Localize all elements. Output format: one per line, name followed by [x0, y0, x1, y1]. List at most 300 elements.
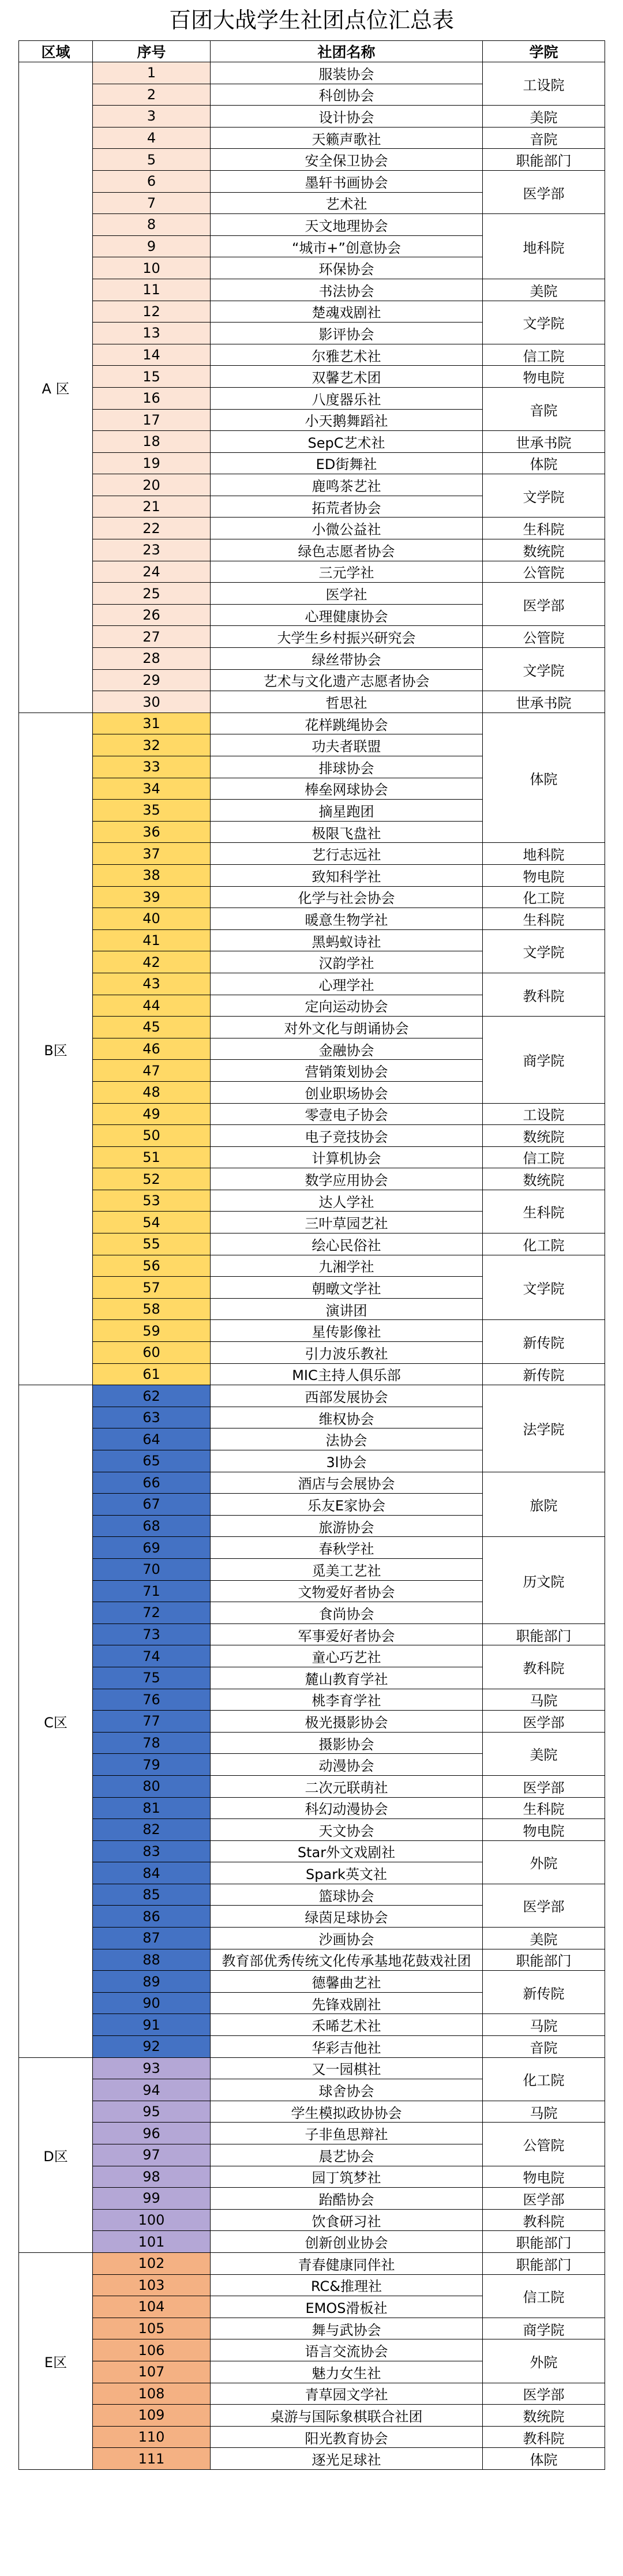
table-row	[19, 1775, 605, 1797]
club-name-cell: 棒垒网球协会	[211, 778, 483, 800]
number-cell: 51	[93, 1146, 211, 1168]
club-name-cell: 球舍协会	[211, 2079, 483, 2101]
club-name-cell: 军事爱好者协会	[211, 1623, 483, 1645]
table-row	[19, 691, 605, 713]
table-row	[19, 843, 605, 865]
number-cell: 31	[93, 713, 211, 734]
number-cell: 80	[93, 1775, 211, 1797]
club-name-cell: 化学与社会协会	[211, 886, 483, 908]
number-cell: 10	[93, 257, 211, 279]
number-cell: 20	[93, 474, 211, 496]
club-name-cell: 科创协会	[211, 84, 483, 106]
table-row	[19, 149, 605, 171]
club-name-cell: 西部发展协会	[211, 1385, 483, 1407]
number-cell: 28	[93, 648, 211, 670]
number-cell: 72	[93, 1602, 211, 1624]
number-cell: 34	[93, 778, 211, 800]
club-name-cell: 童心巧艺社	[211, 1645, 483, 1667]
number-cell: 83	[93, 1840, 211, 1862]
table-row	[19, 214, 605, 236]
table-row	[19, 2036, 605, 2058]
club-name-cell: 楚魂戏剧社	[211, 301, 483, 323]
college-cell: 工设院	[483, 1103, 605, 1125]
table-row	[19, 2318, 605, 2339]
table-row	[19, 2426, 605, 2448]
club-name-cell: 心理学社	[211, 973, 483, 995]
number-cell: 86	[93, 1906, 211, 1928]
club-name-cell: 子非鱼思辩社	[211, 2123, 483, 2144]
number-cell: 88	[93, 1949, 211, 1971]
club-name-cell: 沙画协会	[211, 1928, 483, 1949]
club-name-cell: 酒店与会展协会	[211, 1472, 483, 1494]
club-name-cell: 又一园棋社	[211, 2057, 483, 2079]
number-cell: 57	[93, 1277, 211, 1299]
college-cell: 体院	[483, 452, 605, 474]
number-cell: 58	[93, 1298, 211, 1320]
number-cell: 99	[93, 2188, 211, 2210]
club-name-cell: 暖意生物学社	[211, 908, 483, 930]
college-cell: 化工院	[483, 1233, 605, 1255]
number-cell: 45	[93, 1017, 211, 1038]
table-row	[19, 626, 605, 648]
number-cell: 101	[93, 2231, 211, 2253]
number-cell: 62	[93, 1385, 211, 1407]
club-name-cell: 旅游协会	[211, 1515, 483, 1537]
table-row	[19, 973, 605, 995]
number-cell: 39	[93, 886, 211, 908]
club-name-cell: 青草园文学社	[211, 2383, 483, 2405]
number-cell: 96	[93, 2123, 211, 2144]
table-row	[19, 1840, 605, 1862]
club-name-cell: 教育部优秀传统文化传承基地花鼓戏社团	[211, 1949, 483, 1971]
club-name-cell: 魅力女生社	[211, 2361, 483, 2383]
club-name-cell: 朝暾文学社	[211, 1277, 483, 1299]
college-cell: 文学院	[483, 1255, 605, 1320]
number-cell: 37	[93, 843, 211, 865]
college-cell: 法学院	[483, 1385, 605, 1472]
college-cell: 外院	[483, 2339, 605, 2383]
number-cell: 82	[93, 1819, 211, 1841]
club-name-cell: 逐光足球社	[211, 2448, 483, 2470]
header-row	[19, 41, 605, 62]
table-row	[19, 431, 605, 453]
college-cell: 信工院	[483, 1146, 605, 1168]
number-cell: 32	[93, 734, 211, 756]
number-cell: 76	[93, 1689, 211, 1711]
club-name-cell: 演讲团	[211, 1298, 483, 1320]
club-name-cell: 达人学社	[211, 1190, 483, 1212]
club-name-cell: 金融协会	[211, 1038, 483, 1060]
college-cell: 历文院	[483, 1537, 605, 1623]
table-header	[19, 41, 605, 62]
table-row	[19, 2274, 605, 2296]
college-cell: 音院	[483, 127, 605, 149]
college-cell: 职能部门	[483, 1623, 605, 1645]
college-cell: 教科院	[483, 2209, 605, 2231]
club-name-cell: “城市+”创意协会	[211, 235, 483, 257]
club-name-cell: 园丁筑梦社	[211, 2166, 483, 2188]
college-cell: 公管院	[483, 561, 605, 583]
college-cell: 职能部门	[483, 149, 605, 171]
number-cell: 2	[93, 84, 211, 106]
number-cell: 89	[93, 1971, 211, 1993]
club-name-cell: 动漫协会	[211, 1754, 483, 1776]
number-cell: 8	[93, 214, 211, 236]
college-cell: 职能部门	[483, 2231, 605, 2253]
table-row	[19, 929, 605, 951]
college-cell: 公管院	[483, 2123, 605, 2166]
number-cell: 63	[93, 1407, 211, 1428]
table-row	[19, 2252, 605, 2274]
number-cell: 93	[93, 2057, 211, 2079]
club-name-cell: 晨艺协会	[211, 2144, 483, 2166]
college-cell: 教科院	[483, 1645, 605, 1689]
college-cell: 公管院	[483, 626, 605, 648]
table-row	[19, 518, 605, 539]
club-name-cell: 引力波乐教社	[211, 1342, 483, 1364]
header-number: 序号	[93, 41, 211, 62]
number-cell: 16	[93, 387, 211, 409]
club-name-cell: 篮球协会	[211, 1884, 483, 1906]
number-cell: 87	[93, 1928, 211, 1949]
table-row	[19, 1255, 605, 1277]
number-cell: 111	[93, 2448, 211, 2470]
number-cell: 104	[93, 2296, 211, 2318]
club-name-cell: 绿茵足球协会	[211, 1906, 483, 1928]
table-row	[19, 539, 605, 561]
header-club-name: 社团名称	[211, 41, 483, 62]
club-name-cell: 三叶草园艺社	[211, 1212, 483, 1233]
college-cell: 生科院	[483, 1797, 605, 1819]
club-name-cell: 极光摄影协会	[211, 1711, 483, 1733]
club-name-cell: 书法协会	[211, 279, 483, 301]
table-row	[19, 2101, 605, 2123]
number-cell: 66	[93, 1472, 211, 1494]
table-row	[19, 648, 605, 670]
college-cell: 物电院	[483, 864, 605, 886]
college-cell: 地科院	[483, 214, 605, 279]
table-row	[19, 2166, 605, 2188]
club-name-cell: 九湘学社	[211, 1255, 483, 1277]
number-cell: 40	[93, 908, 211, 930]
college-cell: 职能部门	[483, 2252, 605, 2274]
number-cell: 94	[93, 2079, 211, 2101]
college-cell: 数统院	[483, 539, 605, 561]
club-name-cell: 营销策划协会	[211, 1060, 483, 1082]
college-cell: 医学部	[483, 583, 605, 626]
table-row	[19, 2339, 605, 2361]
college-cell: 医学部	[483, 1711, 605, 1733]
club-name-cell: 极限飞盘社	[211, 821, 483, 843]
college-cell: 数统院	[483, 1125, 605, 1147]
number-cell: 56	[93, 1255, 211, 1277]
number-cell: 1	[93, 62, 211, 84]
number-cell: 26	[93, 604, 211, 626]
table-row	[19, 2209, 605, 2231]
number-cell: 103	[93, 2274, 211, 2296]
table-row	[19, 1928, 605, 1949]
college-cell: 体院	[483, 2448, 605, 2470]
club-name-cell: 摘星跑团	[211, 800, 483, 822]
college-cell: 工设院	[483, 62, 605, 106]
number-cell: 110	[93, 2426, 211, 2448]
table-row	[19, 1320, 605, 1342]
college-cell: 化工院	[483, 886, 605, 908]
college-cell: 美院	[483, 1732, 605, 1775]
club-name-cell: 墨轩书画协会	[211, 170, 483, 192]
number-cell: 53	[93, 1190, 211, 1212]
club-name-cell: 安全保卫协会	[211, 149, 483, 171]
college-cell: 生科院	[483, 1190, 605, 1233]
college-cell: 马院	[483, 2101, 605, 2123]
table-row	[19, 2057, 605, 2079]
club-name-cell: 天文地理协会	[211, 214, 483, 236]
table-row	[19, 1537, 605, 1559]
club-name-cell: 学生模拟政协协会	[211, 2101, 483, 2123]
number-cell: 95	[93, 2101, 211, 2123]
table-row	[19, 1103, 605, 1125]
number-cell: 69	[93, 1537, 211, 1559]
club-name-cell: 八度器乐社	[211, 387, 483, 409]
college-cell: 马院	[483, 1689, 605, 1711]
club-name-cell: 计算机协会	[211, 1146, 483, 1168]
table-row	[19, 1732, 605, 1754]
table-row	[19, 452, 605, 474]
number-cell: 43	[93, 973, 211, 995]
table-row	[19, 713, 605, 734]
college-cell: 物电院	[483, 366, 605, 388]
club-name-cell: 创业职场协会	[211, 1081, 483, 1103]
table-row	[19, 908, 605, 930]
club-name-cell: 创新创业协会	[211, 2231, 483, 2253]
number-cell: 75	[93, 1667, 211, 1689]
number-cell: 36	[93, 821, 211, 843]
area-cell: B区	[19, 713, 93, 1385]
number-cell: 70	[93, 1558, 211, 1580]
table-row	[19, 886, 605, 908]
number-cell: 11	[93, 279, 211, 301]
club-name-cell: 排球协会	[211, 756, 483, 778]
club-name-cell: 定向运动协会	[211, 995, 483, 1017]
college-cell: 地科院	[483, 843, 605, 865]
table-row	[19, 2231, 605, 2253]
number-cell: 48	[93, 1081, 211, 1103]
table-row	[19, 301, 605, 323]
table-row	[19, 1819, 605, 1841]
club-name-cell: 星传影像社	[211, 1320, 483, 1342]
college-cell: 商学院	[483, 2318, 605, 2339]
college-cell: 职能部门	[483, 1949, 605, 1971]
table-row	[19, 2123, 605, 2144]
college-cell: 文学院	[483, 648, 605, 691]
number-cell: 25	[93, 583, 211, 605]
number-cell: 54	[93, 1212, 211, 1233]
table-row	[19, 2448, 605, 2470]
college-cell: 文学院	[483, 301, 605, 344]
college-cell: 信工院	[483, 344, 605, 366]
club-name-cell: 服装协会	[211, 62, 483, 84]
number-cell: 100	[93, 2209, 211, 2231]
club-name-cell: 艺术社	[211, 192, 483, 214]
table-row	[19, 583, 605, 605]
number-cell: 18	[93, 431, 211, 453]
club-name-cell: 艺行志远社	[211, 843, 483, 865]
college-cell: 商学院	[483, 1017, 605, 1103]
number-cell: 84	[93, 1862, 211, 1884]
table-row	[19, 127, 605, 149]
table-row	[19, 1233, 605, 1255]
number-cell: 50	[93, 1125, 211, 1147]
number-cell: 73	[93, 1623, 211, 1645]
number-cell: 109	[93, 2405, 211, 2427]
number-cell: 55	[93, 1233, 211, 1255]
table-row	[19, 2383, 605, 2405]
club-name-cell: SepC艺术社	[211, 431, 483, 453]
number-cell: 108	[93, 2383, 211, 2405]
number-cell: 19	[93, 452, 211, 474]
college-cell: 外院	[483, 1840, 605, 1884]
college-cell: 新传院	[483, 1363, 605, 1385]
club-name-cell: 法协会	[211, 1428, 483, 1450]
college-cell: 文学院	[483, 929, 605, 973]
table-row	[19, 864, 605, 886]
club-name-cell: 文物爱好者协会	[211, 1580, 483, 1602]
club-name-cell: 青春健康同伴社	[211, 2252, 483, 2274]
club-name-cell: Spark英文社	[211, 1862, 483, 1884]
table-row	[19, 1797, 605, 1819]
club-name-cell: 天籁声歌社	[211, 127, 483, 149]
college-cell: 数统院	[483, 2405, 605, 2427]
number-cell: 64	[93, 1428, 211, 1450]
table-row	[19, 1689, 605, 1711]
club-name-cell: 设计协会	[211, 106, 483, 128]
club-name-cell: 绿色志愿者协会	[211, 539, 483, 561]
table-row	[19, 62, 605, 84]
table-row	[19, 474, 605, 496]
college-cell: 音院	[483, 387, 605, 430]
college-cell: 世承书院	[483, 431, 605, 453]
college-cell: 医学部	[483, 1884, 605, 1927]
club-name-cell: 致知科学社	[211, 864, 483, 886]
number-cell: 59	[93, 1320, 211, 1342]
number-cell: 92	[93, 2036, 211, 2058]
table-row	[19, 1884, 605, 1906]
club-name-cell: 绿丝带协会	[211, 648, 483, 670]
club-name-cell: 鹿鸣茶艺社	[211, 474, 483, 496]
table-row	[19, 106, 605, 128]
college-cell: 生科院	[483, 908, 605, 930]
club-name-cell: 跆酷协会	[211, 2188, 483, 2210]
number-cell: 61	[93, 1363, 211, 1385]
number-cell: 41	[93, 929, 211, 951]
college-cell: 美院	[483, 279, 605, 301]
college-cell: 马院	[483, 2014, 605, 2036]
college-cell: 医学部	[483, 170, 605, 213]
club-name-cell: MIC主持人俱乐部	[211, 1363, 483, 1385]
table-row	[19, 2188, 605, 2210]
number-cell: 91	[93, 2014, 211, 2036]
club-name-cell: 天文协会	[211, 1819, 483, 1841]
number-cell: 79	[93, 1754, 211, 1776]
club-name-cell: 觅美工艺社	[211, 1558, 483, 1580]
club-name-cell: 小天鹅舞蹈社	[211, 409, 483, 431]
table-row	[19, 344, 605, 366]
club-name-cell: 心理健康协会	[211, 604, 483, 626]
table-row	[19, 1385, 605, 1407]
number-cell: 77	[93, 1711, 211, 1733]
number-cell: 65	[93, 1450, 211, 1472]
club-name-cell: 二次元联萌社	[211, 1775, 483, 1797]
header-college: 学院	[483, 41, 605, 62]
college-cell: 新传院	[483, 1320, 605, 1363]
page-title: 百团大战学生社团点位汇总表	[168, 8, 454, 33]
number-cell: 81	[93, 1797, 211, 1819]
club-name-cell: 电子竞技协会	[211, 1125, 483, 1147]
college-cell: 医学部	[483, 1775, 605, 1797]
club-name-cell: ED街舞社	[211, 452, 483, 474]
club-name-cell: 饮食研习社	[211, 2209, 483, 2231]
college-cell: 音院	[483, 2036, 605, 2058]
table-row	[19, 279, 605, 301]
number-cell: 90	[93, 1992, 211, 2014]
area-cell: C区	[19, 1385, 93, 2057]
college-cell: 医学部	[483, 2383, 605, 2405]
club-name-cell: 舞与武协会	[211, 2318, 483, 2339]
table-row	[19, 2405, 605, 2427]
table-row	[19, 1472, 605, 1494]
number-cell: 13	[93, 323, 211, 344]
college-cell: 物电院	[483, 2166, 605, 2188]
college-cell: 物电院	[483, 1819, 605, 1841]
table-row	[19, 2014, 605, 2036]
table-row	[19, 561, 605, 583]
college-cell: 医学部	[483, 2188, 605, 2210]
number-cell: 38	[93, 864, 211, 886]
number-cell: 52	[93, 1168, 211, 1190]
number-cell: 49	[93, 1103, 211, 1125]
number-cell: 27	[93, 626, 211, 648]
number-cell: 44	[93, 995, 211, 1017]
club-name-cell: 哲思社	[211, 691, 483, 713]
number-cell: 29	[93, 669, 211, 691]
club-name-cell: 大学生乡村振兴研究会	[211, 626, 483, 648]
club-name-cell: 阳光教育协会	[211, 2426, 483, 2448]
area-cell: D区	[19, 2057, 93, 2252]
number-cell: 35	[93, 800, 211, 822]
club-name-cell: 维权协会	[211, 1407, 483, 1428]
number-cell: 3	[93, 106, 211, 128]
area-cell: A 区	[19, 62, 93, 713]
club-name-cell: 桃李育学社	[211, 1689, 483, 1711]
college-cell: 世承书院	[483, 691, 605, 713]
club-name-cell: RC&推理社	[211, 2274, 483, 2296]
college-cell: 教科院	[483, 2426, 605, 2448]
number-cell: 68	[93, 1515, 211, 1537]
number-cell: 102	[93, 2252, 211, 2274]
header-area: 区域	[19, 41, 93, 62]
number-cell: 105	[93, 2318, 211, 2339]
club-name-cell: 春秋学社	[211, 1537, 483, 1559]
number-cell: 46	[93, 1038, 211, 1060]
club-name-cell: 语言交流协会	[211, 2339, 483, 2361]
college-cell: 新传院	[483, 1971, 605, 2014]
number-cell: 30	[93, 691, 211, 713]
club-name-cell: 对外文化与朗诵协会	[211, 1017, 483, 1038]
club-name-cell: 汉韵学社	[211, 951, 483, 973]
number-cell: 4	[93, 127, 211, 149]
college-cell: 美院	[483, 1928, 605, 1949]
club-name-cell: 麓山教育学社	[211, 1667, 483, 1689]
